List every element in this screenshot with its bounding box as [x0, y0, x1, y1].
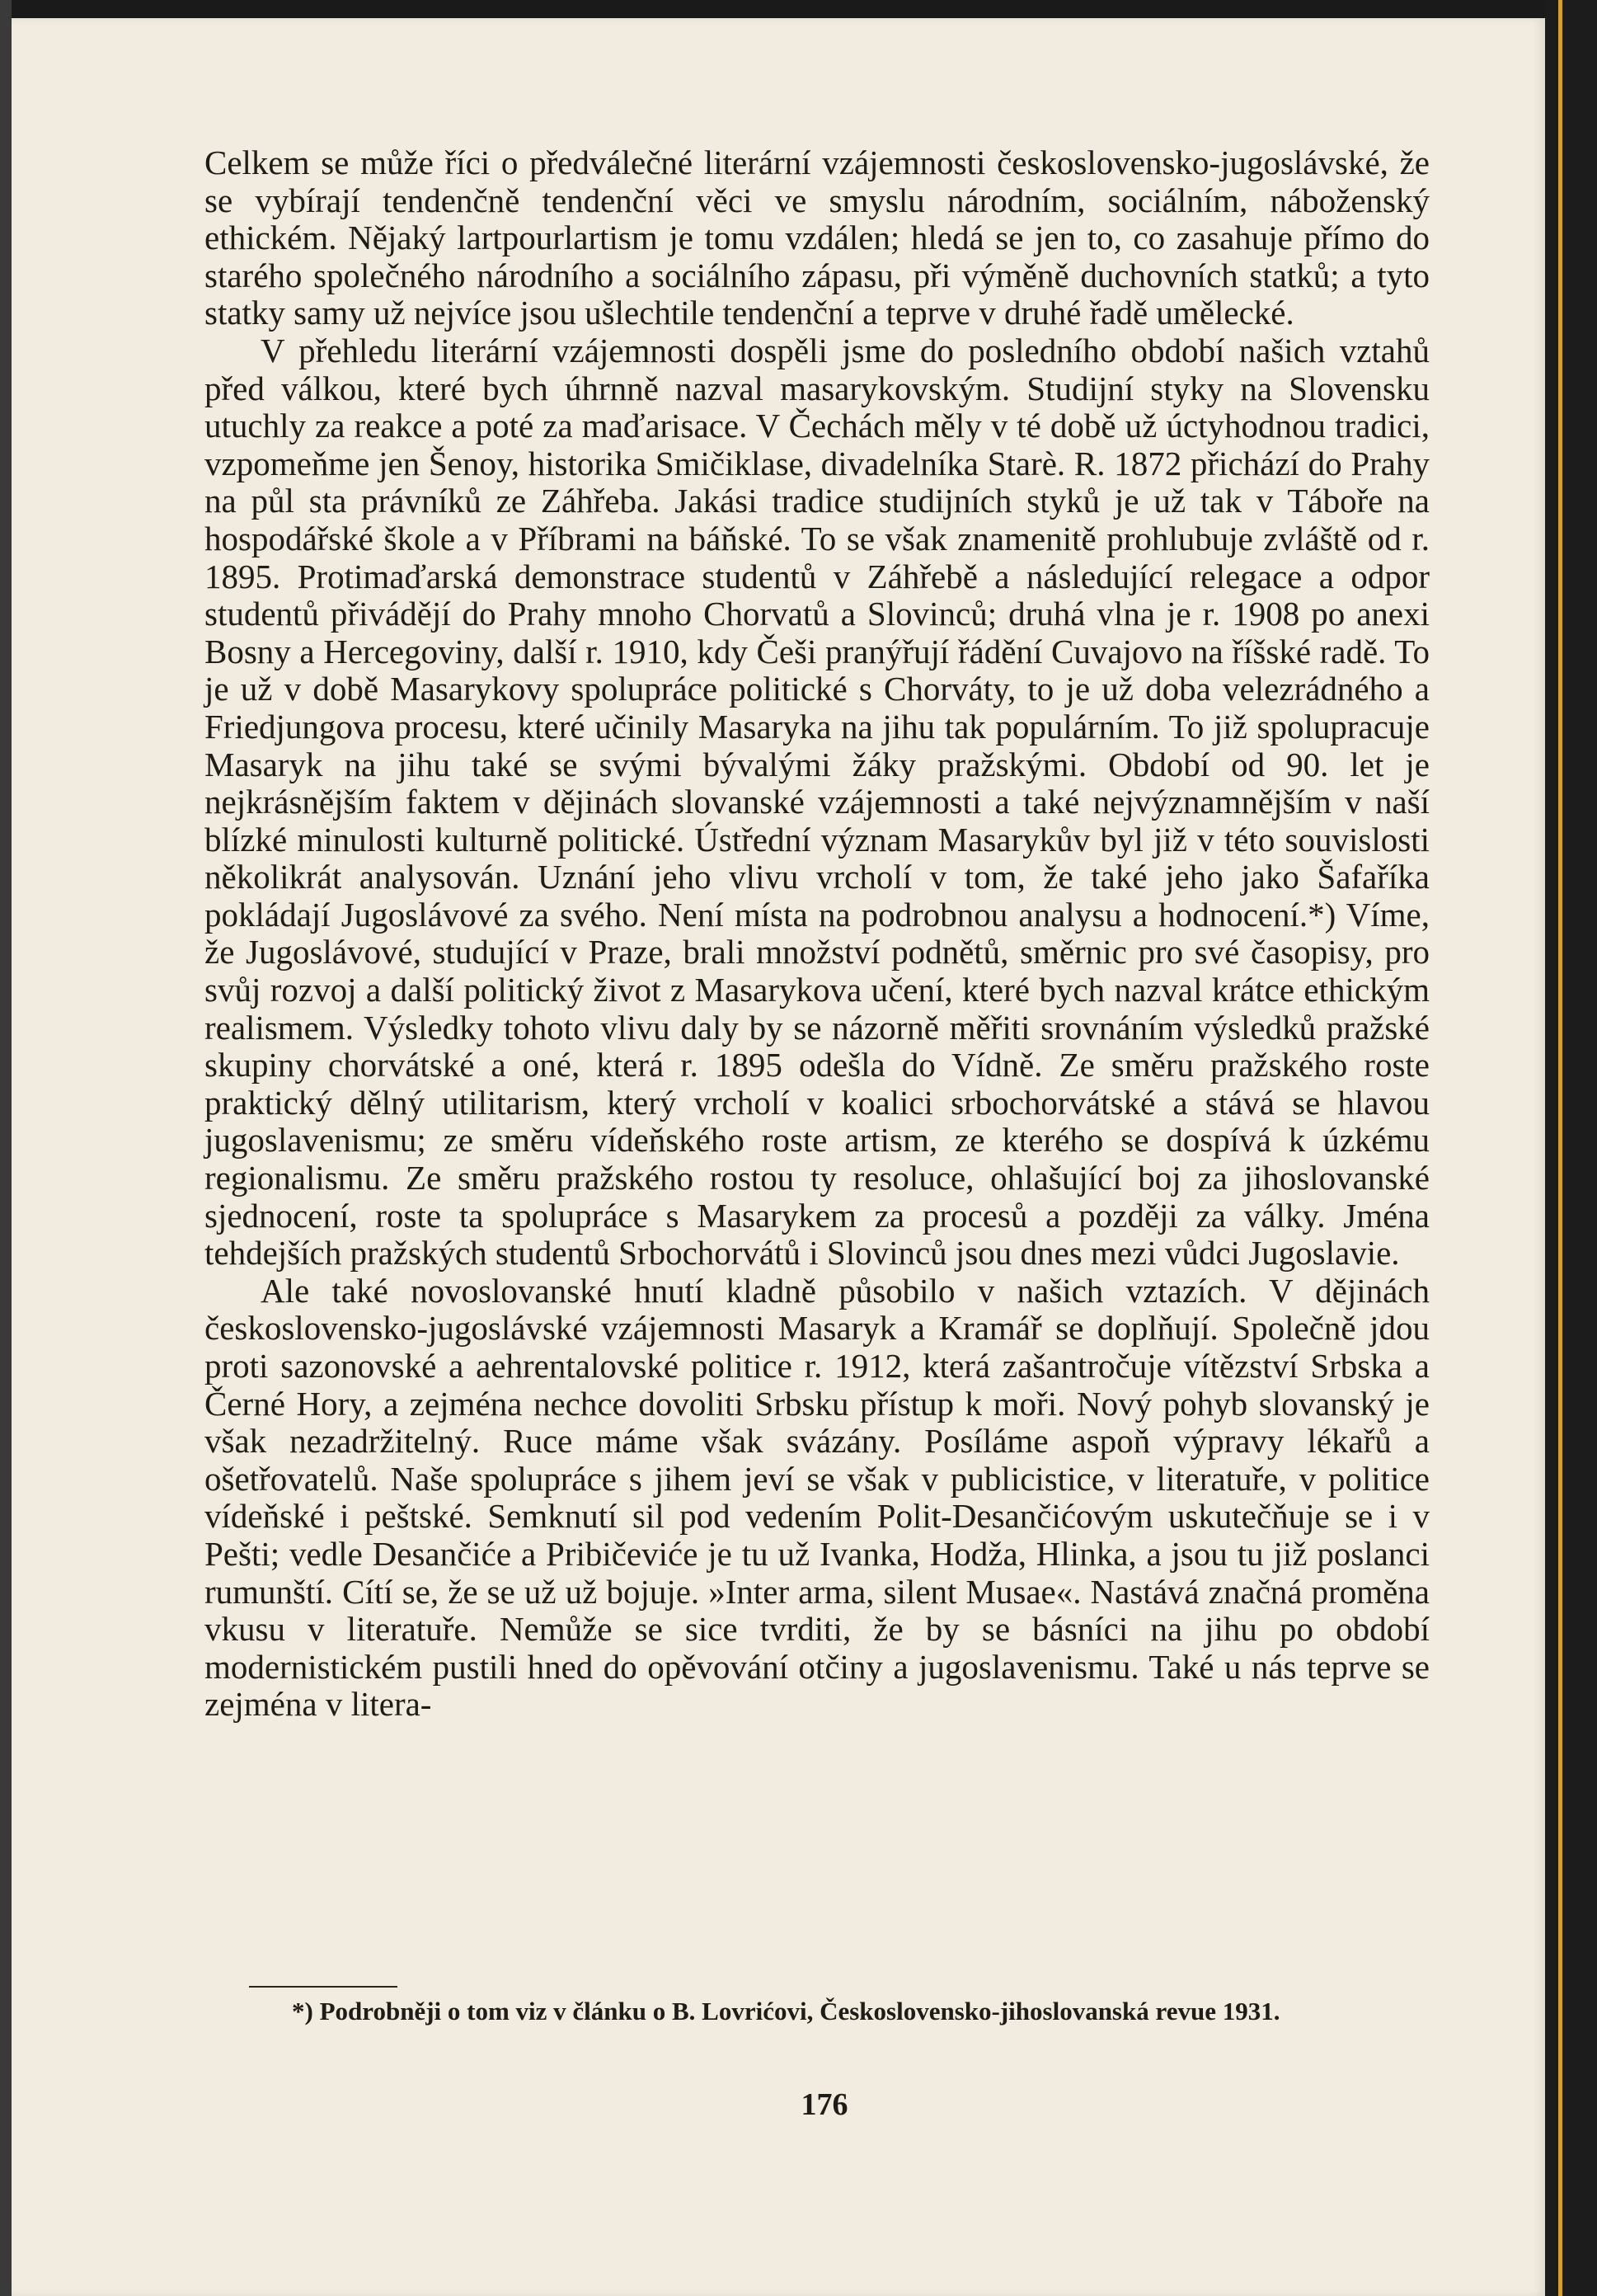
- footnote-divider: [249, 1986, 397, 1988]
- footnote: *) Podrobněji o tom viz v článku o B. Lovrićovi, Československo-jihoslovanská revue 1931.: [292, 1997, 1280, 2025]
- scan-left-edge: [0, 0, 12, 2296]
- paragraph-1: Celkem se může říci o předválečné literární vzájemnosti československo-jugoslávské, že se vybírají tendenčně tendenční věci ve smyslu národním, sociálním, náboženský ethickém. Nějaký lartpourlartism je tomu vzdálen; hledá se jen to, co zasahuje přímo do starého společného národního a sociálního zápasu, při výměně duchovních statků; a tyto statky samy už nejvíce jsou ušlechtile tendenční a teprve v druhé řadě umělecké.: [204, 144, 1430, 332]
- scan-right-edge: [1545, 0, 1597, 2296]
- paragraph-3: Ale také novoslovanské hnutí kladně působilo v našich vztazích. V dějinách československo-jugoslávské vzájemnosti Masaryk a Kramář se doplňují. Společně jdou proti sazonovské a aehrentalovské politice r. 1912, která zašantročuje vítězství Srbska a Černé Hory, a zejména nechce dovoliti Srbsku přístup k moři. Nový pohyb slovanský je však nezadržitelný. Ruce máme však svázány. Posíláme aspoň výpravy lékařů a ošetřovatelů. Naše spolupráce s jihem jeví se však v publicistice, v literatuře, v politice vídeňské i peštské. Semknutí sil pod vedením Polit-Desančićovým uskutečňuje se i v Pešti; vedle Desančiće a Pribičeviće je tu už Ivanka, Hodža, Hlinka, a jsou tu již poslanci rumunští. Cítí se, že se už už bojuje. »Inter arma, silent Musae«. Nastává značná proměna vkusu v literatuře. Nemůže se sice tvrditi, že by se básníci na jihu po období modernistickém pustili hned do opěvování otčiny a jugoslavenismu. Také u nás teprve se zejména v litera-: [204, 1271, 1430, 1724]
- body-text: [204, 144, 1430, 1724]
- scan-top-edge: [0, 0, 1597, 18]
- paragraph-2: V přehledu literární vzájemnosti dospěli jsme do posledního období našich vztahů před válkou, které bych úhrnně nazval masarykovským. Studijní styky na Slovensku utuchly za reakce a poté za maďarisace. V Čechách měly v té době už úctyhodnou tradici, vzpomeňme jen Šenoy, historika Smičiklase, divadelníka Starè. R. 1872 přichází do Prahy na půl sta právníků ze Záhřeba. Jakási tradice studijních styků je už tak v Táboře na hospodářské škole a v Příbrami na báňské. To se však znamenitě prohlubuje zvláště od r. 1895. Protimaďarská demonstrace studentů v Záhřebě a následující relegace a odpor studentů přivádějí do Prahy mnoho Chorvatů a Slovinců; druhá vlna je r. 1908 po anexi Bosny a Hercegoviny, další r. 1910, kdy Češi pranýřují řádění Cuvajovo na říšské radě. To je už v době Masarykovy spolupráce politické s Chorváty, to je už doba velezrádného a Friedjungova procesu, které učinily Masaryka na jihu tak populárním. To již spolupracuje Masaryk na jihu také se svými bývalými žáky pražskými. Období od 90. let je nejkrásnějším faktem v dějinách slovanské vzájemnosti a také nejvýznamnějším v naší blízké minulosti kulturně politické. Ústřední význam Masarykův byl již v této souvislosti několikrát analysován. Uznání jeho vlivu vrcholí v tom, že také jeho jako Šafaříka pokládají Jugoslávové za svého. Není místa na podrobnou analysu a hodnocení.*) Víme, že Jugoslávové, studující v Praze, brali množství podnětů, směrnic pro své časopisy, pro svůj rozvoj a další politický život z Masarykova učení, které bych nazval krátce ethickým realismem. Výsledky tohoto vlivu daly by se názorně měřiti srovnáním výsledků pražské skupiny chorvátské a oné, která r. 1895 odešla do Vídně. Ze směru pražského roste praktický dělný utilitarism, který vrcholí v koalici srbochorvátské a stává se hlavou jugoslavenismu; ze směru vídeňského roste artism, ze kterého se dospívá k úzkému regionalismu. Ze směru pražského rostou ty resoluce, ohlašující boj za jihoslovanské sjednocení, roste ta spolupráce s Masarykem za procesů a později za války. Jména tehdejších pražských studentů Srbochorvátů i Slovinců jsou dnes mezi vůdci Jugoslavie.: [204, 331, 1430, 1273]
- page-number: 176: [801, 2087, 848, 2122]
- book-spine-edge: [1558, 0, 1562, 2296]
